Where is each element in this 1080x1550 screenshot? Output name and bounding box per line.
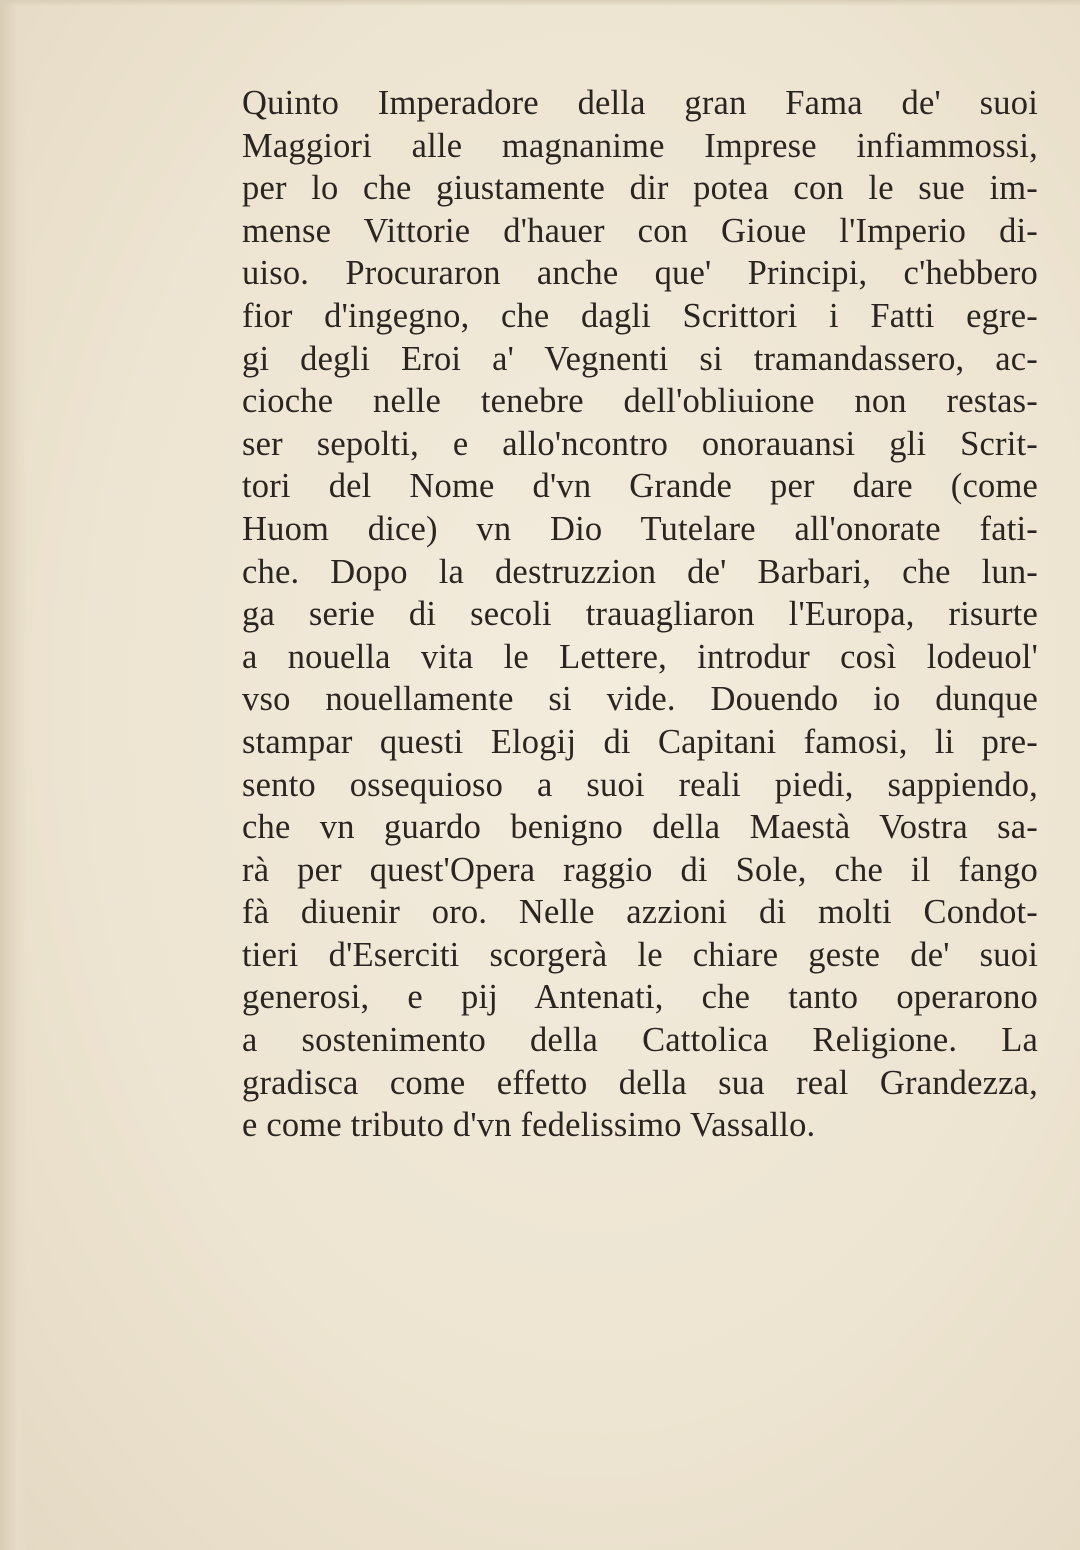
text-line: vso nouellamente si vide. Douendo io dunque	[242, 680, 1038, 719]
text-line: cioche nelle tenebre dell'obliuione non restas-	[242, 382, 1038, 421]
text-line: rà per quest'Opera raggio di Sole, che il fango	[242, 850, 1038, 889]
text-line: fior d'ingegno, che dagli Scrittori i Fatti egre-	[242, 296, 1038, 335]
text-line: uiso. Procuraron anche que' Principi, c'hebbero	[242, 254, 1038, 293]
text-line: che. Dopo la destruzzion de' Barbari, che lun-	[242, 552, 1038, 591]
text-line: Maggiori alle magnanime Imprese infiammossi,	[242, 126, 1038, 165]
text-line: per lo che giustamente dir potea con le sue im-	[242, 169, 1038, 208]
text-line: stampar questi Elogij di Capitani famosi, li pre-	[242, 722, 1038, 761]
text-line: Quinto Imperadore della gran Fama de' suoi	[242, 84, 1038, 122]
text-line: tieri d'Eserciti scorgerà le chiare geste de' suoi	[242, 935, 1038, 974]
text-line: mense Vittorie d'hauer con Gioue l'Imperio di-	[242, 211, 1038, 250]
text-line: tori del Nome d'vn Grande per dare (come	[242, 467, 1038, 506]
text-line: fà diuenir oro. Nelle azzioni di molti Condot-	[242, 893, 1038, 932]
text-line: sento ossequioso a suoi reali piedi, sappiendo,	[242, 765, 1038, 804]
text-line: ga serie di secoli trauagliaron l'Europa, risurte	[242, 595, 1038, 634]
text-line: generosi, e pij Antenati, che tanto operarono	[242, 978, 1038, 1017]
text-line: a nouella vita le Lettere, introdur così lodeuol'	[242, 637, 1038, 676]
text-line: ser sepolti, e allo'ncontro onorauansi gli Scrit-	[242, 424, 1038, 463]
text-line: a sostenimento della Cattolica Religione. La	[242, 1021, 1038, 1060]
text-line-last: e come tributo d'vn fedelissimo Vassallo.	[242, 1106, 816, 1145]
text-line: Huom dice) vn Dio Tutelare all'onorate fati-	[242, 509, 1038, 548]
body-text	[242, 82, 1038, 1147]
text-line: gradisca come effetto della sua real Grandezza,	[242, 1063, 1038, 1102]
gutter-shadow	[0, 0, 28, 1550]
page-top-edge	[0, 0, 1080, 6]
text-line: gi degli Eroi a' Vegnenti si tramandassero, ac-	[242, 339, 1038, 378]
text-line: che vn guardo benigno della Maestà Vostra sa-	[242, 808, 1038, 847]
